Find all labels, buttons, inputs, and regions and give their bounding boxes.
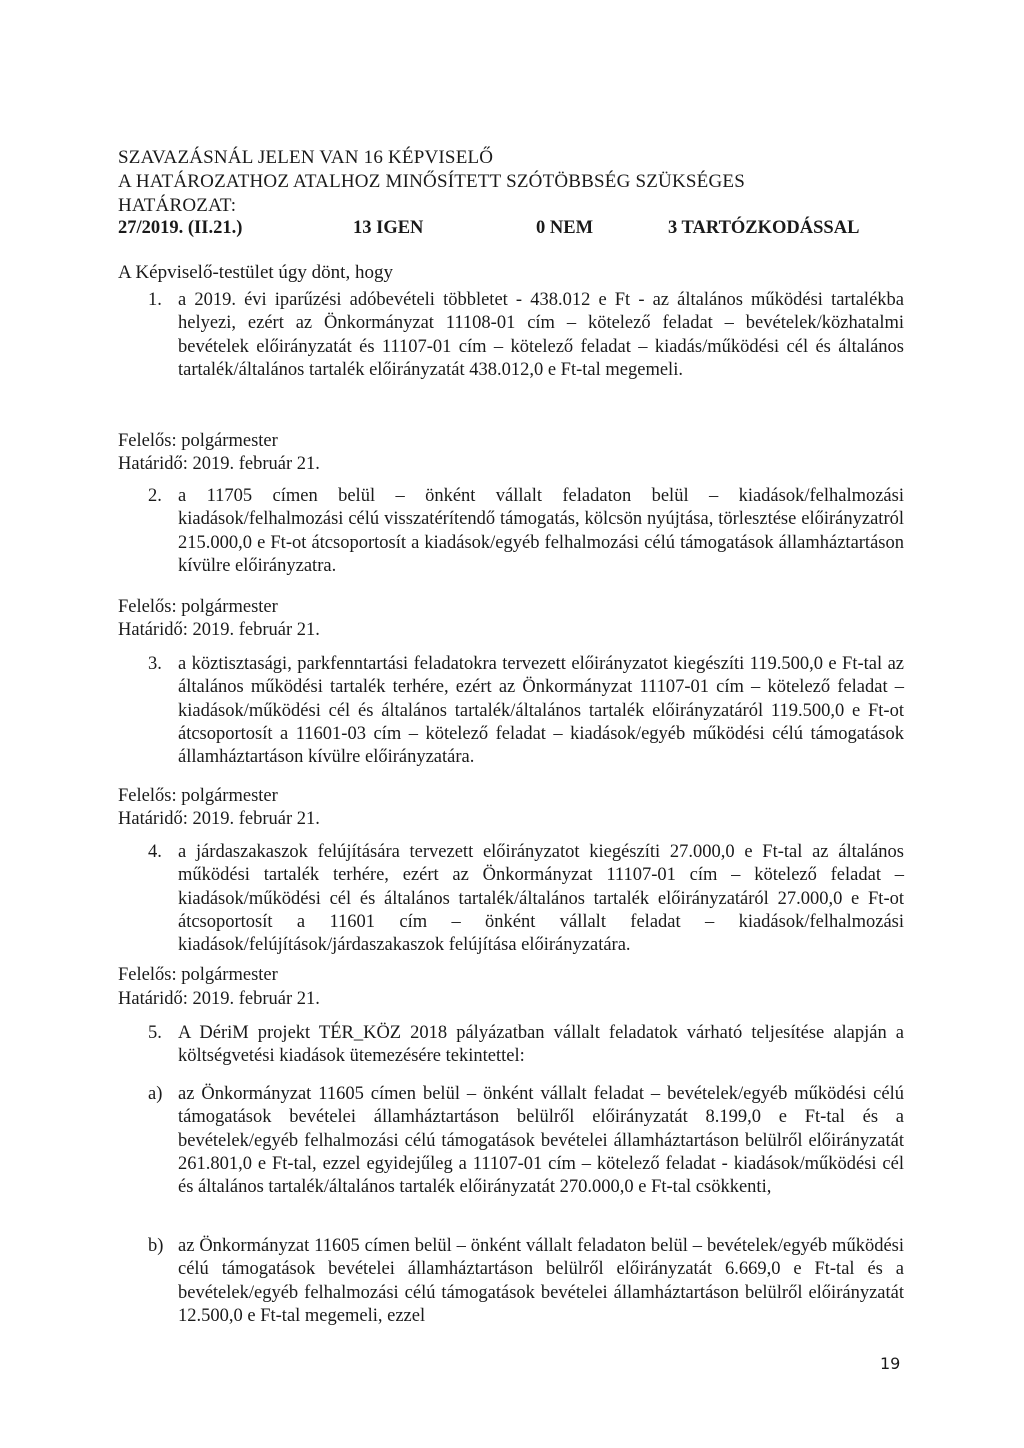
deadline: Határidő: 2019. február 21. <box>118 989 320 1009</box>
vote-yes: 13 IGEN <box>353 218 424 238</box>
list-item <box>148 289 904 382</box>
vote-no: 0 NEM <box>536 218 594 238</box>
responsible-person: Felelős: polgármester <box>118 597 278 617</box>
responsible-person: Felelős: polgármester <box>118 965 278 985</box>
item-text: az Önkormányzat 11605 címen belül – önként vállalt feladat – bevételek/egyéb működési célú támogatások bevételei államháztartáson belülről előirányzatát 8.199,0 e Ft-tal és a bevételek/egyéb felhalmozási célú támogatások bevételei államháztartáson belülről előirányzatát 261.801,0 e Ft-tal, ezzel egyidejűleg a 11107-01 cím – kötelező feladat - kiadások/működési cél és általános tartalék/általános tartalék előirányzatát 270.000,0 e Ft-tal csökkenti, <box>178 1084 904 1198</box>
vote-abstain: 3 TARTÓZKODÁSSAL <box>668 218 860 238</box>
item-number: 2. <box>148 486 162 506</box>
resolution-number: 27/2019. (II.21.) <box>118 218 243 238</box>
list-item <box>148 485 904 578</box>
list-item <box>148 1235 904 1328</box>
header-resolution-label: HATÁROZAT: <box>118 195 237 216</box>
deadline: Határidő: 2019. február 21. <box>118 454 320 474</box>
list-item <box>148 1022 904 1069</box>
item-letter: b) <box>148 1236 164 1256</box>
item-number: 1. <box>148 290 162 310</box>
deadline: Határidő: 2019. február 21. <box>118 620 320 640</box>
item-text: a köztisztasági, parkfenntartási feladatokra tervezett előirányzatot kiegészíti 119.500,0 e Ft-tal az általános működési tartalék terhére, ezért az Önkormányzat 11107-01 cím – kötelező feladat – kiadások/működési cél és általános tartalék/általános tartalék előirányzatáról 119.500,0 e Ft-ot átcsoportosít a 11601-03 cím – kötelező feladat – kiadások/egyéb működési célú támogatások államháztartáson kívülre előirányzatára. <box>178 654 904 768</box>
responsible-person: Felelős: polgármester <box>118 431 278 451</box>
header-majority-requirement: A HATÁROZATHOZ ATALHOZ MINŐSÍTETT SZÓTÖBBSÉG SZÜKSÉGES <box>118 171 745 192</box>
list-item <box>148 841 904 957</box>
item-text: a 2019. évi iparűzési adóbevételi többletet - 438.012 e Ft - az általános működési tartalékba helyezi, ezért az Önkormányzat 11108-01 cím – kötelező feladat – bevételek/közhatalmi bevételek előirányzatát és 11107-01 cím – kötelező feladat – kiadás/működési cél és általános tartalék/általános tartalék előirányzatát 438.012,0 e Ft-tal megemeli. <box>178 290 904 380</box>
item-letter: a) <box>148 1084 163 1104</box>
item-number: 3. <box>148 654 162 674</box>
header-attendance: SZAVAZÁSNÁL JELEN VAN 16 KÉPVISELŐ <box>118 147 494 168</box>
item-text: a 11705 címen belül – önként vállalt feladaton belül – kiadások/felhalmozási kiadások/felhalmozási célú visszatérítendő támogatás, kölcsön nyújtása, törlesztése előirányzatról 215.000,0 e Ft-ot átcsoportosít a kiadások/egyéb felhalmozási célú támogatások államháztartáson kívülre előirányzatra. <box>178 486 904 576</box>
item-text: az Önkormányzat 11605 címen belül – önként vállalt feladaton belül – bevételek/egyéb működési célú támogatások bevételei államháztartáson belülről előirányzatát 6.669,0 e Ft-tal és a bevételek/egyéb felhalmozási célú támogatások bevételei államháztartáson belülről előirányzatát 12.500,0 e Ft-tal megemeli, ezzel <box>178 1236 904 1326</box>
responsible-person: Felelős: polgármester <box>118 786 278 806</box>
page-number: 19 <box>880 1354 901 1373</box>
deadline: Határidő: 2019. február 21. <box>118 809 320 829</box>
item-number: 5. <box>148 1023 162 1043</box>
intro-text: A Képviselő-testület úgy dönt, hogy <box>118 262 393 283</box>
list-item <box>148 1083 904 1199</box>
item-number: 4. <box>148 842 162 862</box>
list-item <box>148 653 904 769</box>
item-text: A DériM projekt TÉR_KÖZ 2018 pályázatban vállalt feladatok várható teljesítése alapján a költségvetési kiadások ütemezésére tekintettel: <box>178 1023 904 1067</box>
item-text: a járdaszakaszok felújítására tervezett előirányzatot kiegészíti 27.000,0 e Ft-tal az általános működési tartalék terhére, ezért az Önkormányzat 11107-01 cím – kötelező feladat – kiadások/működési cél és általános tartalék/általános tartalék előirányzatáról 27.000,0 e Ft-ot átcsoportosít a 11601 cím – önként vállalt feladat – kiadások/felhalmozási kiadások/felújítások/járdaszakaszok felújítása előirányzatára. <box>178 842 904 956</box>
